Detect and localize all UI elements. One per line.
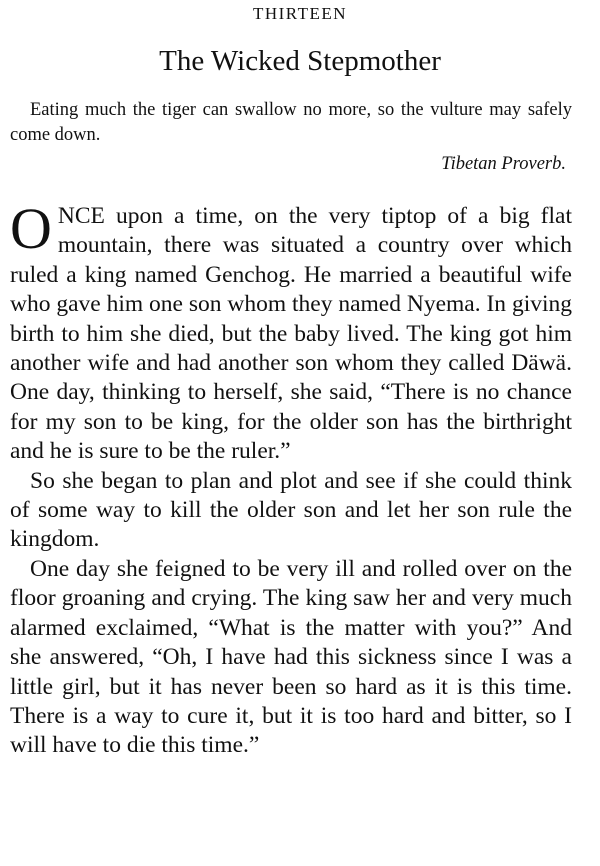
chapter-title: The Wicked Stepmother [159,45,441,77]
story-paragraph: One day she feigned to be very ill and rolled over on the floor groaning and crying. The king saw her and very much alarmed exclaimed, “What is the matter with you?” And she answered, “Oh, I have had this sickness since I was a little girl, but it has never been so hard as it is this time. There is a way to cure it, but it is too hard and bitter, so I will have to die this time.” [10,555,572,759]
story-paragraph [10,196,572,467]
story-text [10,196,572,761]
epigraph-text: Eating much the tiger can swallow no more, so the vulture may safely come down. [10,100,572,145]
story-paragraph: So she began to plan and plot and see if she could think of some way to kill the older son and let her son rule the kingdom. [10,467,572,553]
epigraph-source: Tibetan Proverb. [441,154,566,174]
chapter-number: THIRTEEN [252,4,348,23]
epigraph [10,98,572,177]
paragraph-text: NCE upon a time, on the very tiptop of a big flat mountain, there was situated a country over which ruled a king named Genchog. He married a beautiful wife who gave him one son whom they named Nyema. In giving birth to him she died, but the baby lived. The king got him another wife and had another son whom they called Däwä. One day, thinking to herself, she said, “There is no chance for my son to be king, for the older son has the birthright and he is sure to be the ruler.” [10,203,572,465]
drop-cap: O [10,196,52,261]
